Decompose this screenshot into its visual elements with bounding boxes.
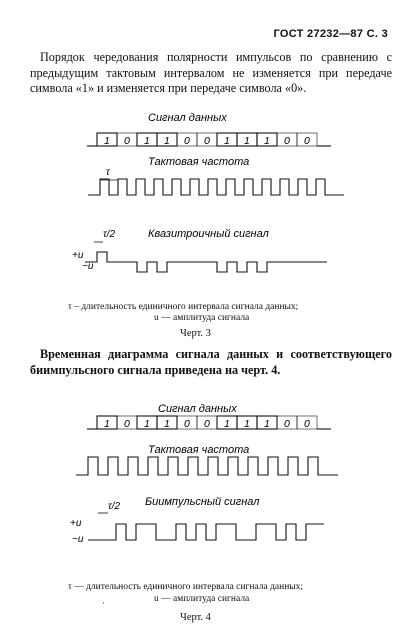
bit-label: 1 <box>264 135 270 147</box>
fig4-biimp-line <box>88 524 324 540</box>
fig4-plus-u: +u <box>70 518 82 529</box>
fig4-caption: Черт. 4 <box>180 612 211 623</box>
fig4-signal-title: Биимпульсный сигнал <box>145 496 260 508</box>
fig3-tau-half-label: τ/2 <box>103 229 116 240</box>
bit-label: 1 <box>104 418 110 430</box>
fig3-clock-title: Тактовая частота <box>148 156 250 168</box>
fig3-tau-label: τ <box>106 167 110 178</box>
fig3-data-signal-title: Сигнал данных <box>148 112 227 124</box>
bit-label: 1 <box>264 418 270 430</box>
paragraph-polarity: Порядок чередования полярности импульсов по сравнению с предыдущим тактовым интервалом не изменяется при передаче символа «1» и изменяется при передаче символа «0». <box>30 50 392 95</box>
bit-label: 0 <box>124 418 130 430</box>
fig3-quasi-line <box>85 252 327 272</box>
fig4-minus-u: −u <box>72 534 84 545</box>
fig4-data-signal-title: Сигнал данных <box>158 403 237 415</box>
bit-label: 1 <box>144 135 150 147</box>
bit-label: 0 <box>184 418 190 430</box>
bit-label: 0 <box>204 418 210 430</box>
page-header: ГОСТ 27232—87 С. 3 <box>273 28 388 40</box>
bit-label: 1 <box>164 135 170 147</box>
bit-label: 0 <box>304 418 310 430</box>
fig4-bit-labels <box>104 418 310 430</box>
fig3-bit-labels <box>104 135 310 147</box>
fig4-note-u: u — амплитуда сигнала <box>154 594 250 604</box>
bit-label: 1 <box>244 418 250 430</box>
fig3-minus-u: −u <box>82 261 94 272</box>
fig3-clock-waveform <box>88 179 344 195</box>
bit-label: 1 <box>164 418 170 430</box>
bit-label: 0 <box>184 135 190 147</box>
fig3-quasi-ternary-waveform <box>85 252 327 272</box>
fig4-clock-title: Тактовая частота <box>148 444 250 456</box>
fig4-tau-half-label: τ/2 <box>108 501 121 512</box>
fig4-clock-line <box>76 457 338 475</box>
figure-3-diagram <box>0 104 420 304</box>
figure-4-diagram <box>0 392 420 582</box>
fig4-biimpulse-waveform <box>88 524 324 540</box>
fig3-note-u: u — амплитуда сигнала <box>154 313 250 323</box>
bit-label: 1 <box>104 135 110 147</box>
fig4-clock-waveform <box>76 457 338 475</box>
fig3-note-tau: τ – длительность единичного интервала сигнала данных; <box>68 302 299 312</box>
bit-label: 0 <box>124 135 130 147</box>
bit-label: 0 <box>284 135 290 147</box>
fig3-clock-line <box>88 179 344 195</box>
bit-label: 0 <box>304 135 310 147</box>
bit-label: 1 <box>224 135 230 147</box>
bit-label: 1 <box>244 135 250 147</box>
fig4-note-tau: τ — длительность единичного интервала сигнала данных; <box>68 582 304 592</box>
fig3-signal-title: Квазитроичный сигнал <box>148 228 269 240</box>
paragraph-biimpulse: Временная диаграмма сигнала данных и соответствующего биимпульсного сигнала приведена на черт. 4. <box>30 347 392 377</box>
bit-label: 1 <box>144 418 150 430</box>
fig3-caption: Черт. 3 <box>180 328 211 339</box>
scan-mark: · <box>102 598 105 608</box>
fig3-plus-u: +u <box>72 250 84 261</box>
bit-label: 0 <box>204 135 210 147</box>
bit-label: 0 <box>284 418 290 430</box>
bit-label: 1 <box>224 418 230 430</box>
